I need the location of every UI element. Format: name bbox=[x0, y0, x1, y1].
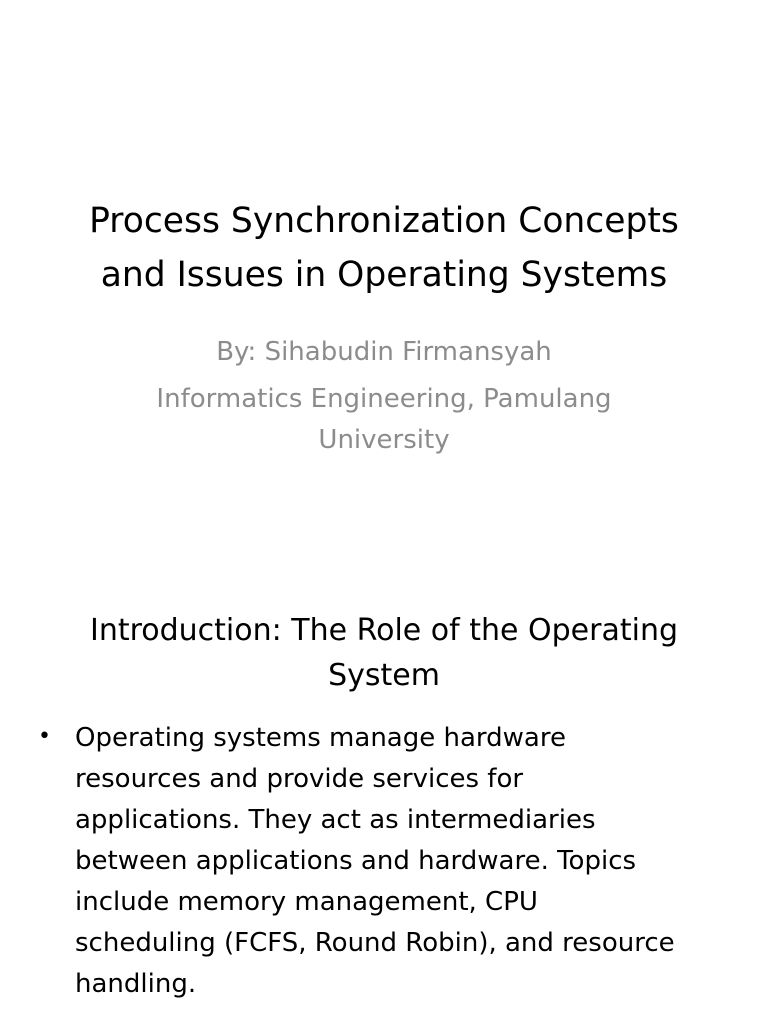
bullet-line: include memory management, CPU bbox=[75, 887, 538, 917]
bullet-line: handling. bbox=[75, 969, 197, 999]
bullet-line: Operating systems manage hardware bbox=[75, 723, 566, 753]
title-line: and Issues in Operating Systems bbox=[100, 255, 668, 295]
introduction-slide bbox=[0, 576, 768, 1024]
heading-line: Introduction: The Role of the Operating bbox=[89, 613, 679, 648]
bullet-line: applications. They act as intermediaries bbox=[75, 805, 596, 835]
affiliation-line: Informatics Engineering, Pamulang bbox=[156, 384, 612, 414]
presentation-subtitle bbox=[100, 332, 668, 461]
bullet-line: resources and provide services for bbox=[75, 764, 524, 794]
presentation-title bbox=[30, 194, 738, 302]
heading-line: System bbox=[328, 658, 440, 693]
author-line: By: Sihabudin Firmansyah bbox=[216, 337, 552, 367]
bullet-line: between applications and hardware. Topics bbox=[75, 846, 637, 876]
bullet-icon: • bbox=[38, 724, 51, 749]
bullet-list bbox=[38, 718, 738, 1005]
affiliation bbox=[100, 379, 668, 461]
affiliation-line: University bbox=[318, 425, 450, 455]
slide-heading bbox=[30, 608, 738, 698]
bullet-line: scheduling (FCFS, Round Robin), and resource bbox=[75, 928, 675, 958]
bullet-item bbox=[38, 718, 738, 1005]
title-line: Process Synchronization Concepts bbox=[89, 201, 679, 241]
